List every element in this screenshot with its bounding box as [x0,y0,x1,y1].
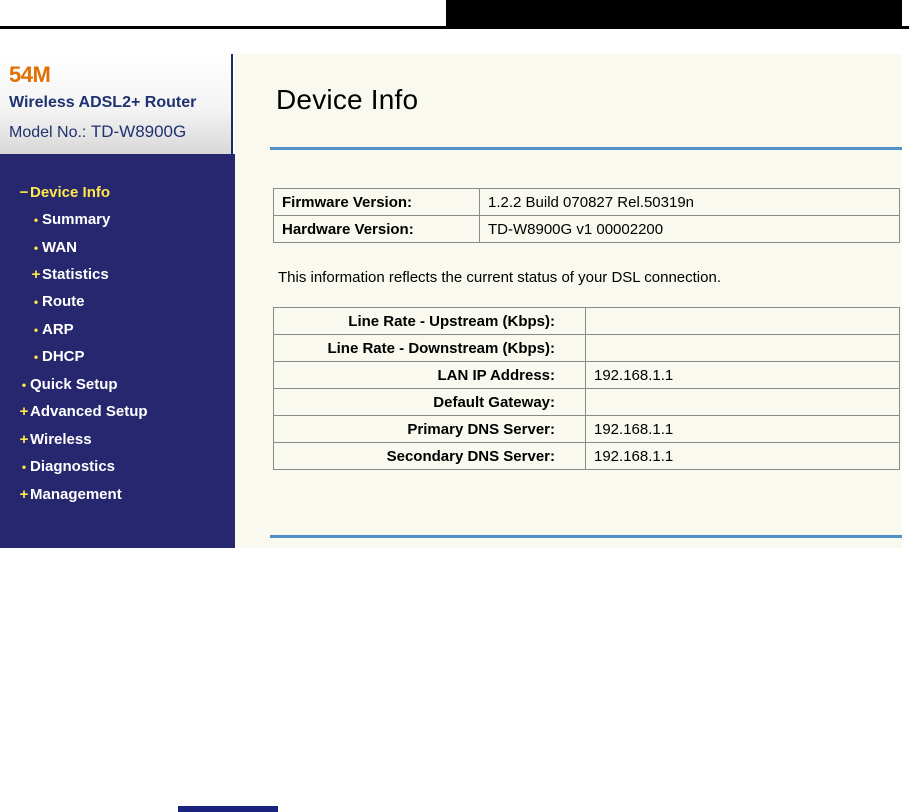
hardware-version-label: Hardware Version: [274,216,480,243]
title-divider [270,147,902,150]
brand-panel [0,54,233,154]
sidebar-item-dhcp[interactable] [30,348,85,365]
table-row [274,216,900,243]
status-message: This information reflects the current status of your DSL connection. [278,269,721,286]
sidebar-item-label: Statistics [42,266,109,283]
sidebar-item-label: Device Info [30,184,111,201]
brand-model [9,122,186,142]
primary-dns-value: 192.168.1.1 [586,416,900,443]
sidebar-item-diagnostics[interactable] [18,458,115,475]
firmware-version-label: Firmware Version: [274,189,480,216]
bottom-divider [270,535,902,538]
expand-icon: + [19,403,29,420]
sidebar-item-label: WAN [42,239,77,256]
expand-icon: + [31,266,41,283]
sidebar-item-wireless[interactable] [18,431,92,448]
bullet-icon: • [33,323,39,337]
bullet-icon: • [33,350,39,364]
table-row [274,308,900,335]
sidebar-item-label: DHCP [42,348,85,365]
sidebar-item-route[interactable] [30,293,85,310]
sidebar-nav [0,154,235,548]
bullet-icon: • [21,378,27,392]
sidebar-item-label: Quick Setup [30,376,118,393]
version-table [273,188,900,243]
primary-dns-label: Primary DNS Server: [274,416,586,443]
table-row [274,335,900,362]
default-gateway-value [586,389,900,416]
page-title: Device Info [276,84,419,115]
sidebar-item-label: Diagnostics [30,458,116,475]
table-row [274,416,900,443]
header-rule [0,26,909,29]
brand-speed: 54M [9,62,51,87]
bullet-icon: • [33,241,39,255]
upstream-rate-label: Line Rate - Upstream (Kbps): [274,308,586,335]
sidebar-item-wan[interactable] [30,239,77,256]
model-label: Model No.: [9,124,87,141]
table-row [274,389,900,416]
lan-ip-value: 192.168.1.1 [586,362,900,389]
secondary-dns-label: Secondary DNS Server: [274,443,586,470]
sidebar-item-label: ARP [42,321,74,338]
page-footer-tab [178,806,278,812]
main-panel [235,54,902,548]
sidebar-item-label: Summary [42,211,111,228]
downstream-rate-label: Line Rate - Downstream (Kbps): [274,335,586,362]
lan-ip-label: LAN IP Address: [274,362,586,389]
model-value: TD-W8900G [90,122,187,141]
expand-icon: + [19,486,29,503]
bullet-icon: • [33,213,39,227]
hardware-version-value: TD-W8900G v1 00002200 [480,216,900,243]
sidebar-item-summary[interactable] [30,211,110,228]
sidebar-item-statistics[interactable] [30,266,109,283]
sidebar-item-advanced-setup[interactable] [18,403,148,420]
expand-icon: + [19,431,29,448]
sidebar-item-device-info[interactable] [18,184,110,201]
dsl-status-table [273,307,900,470]
header-black-bar [446,0,902,26]
brand-product-name: Wireless ADSL2+ Router [9,94,197,111]
secondary-dns-value: 192.168.1.1 [586,443,900,470]
sidebar-item-label: Wireless [30,431,92,448]
firmware-version-value: 1.2.2 Build 070827 Rel.50319n [480,189,900,216]
bullet-icon: • [33,295,39,309]
table-row [274,443,900,470]
table-row [274,189,900,216]
sidebar-item-quick-setup[interactable] [18,376,118,393]
sidebar-item-arp[interactable] [30,321,74,338]
sidebar-item-label: Management [30,486,122,503]
table-row [274,362,900,389]
default-gateway-label: Default Gateway: [274,389,586,416]
downstream-rate-value [586,335,900,362]
bullet-icon: • [21,460,27,474]
sidebar-item-label: Advanced Setup [30,403,148,420]
upstream-rate-value [586,308,900,335]
sidebar-item-label: Route [42,293,85,310]
collapse-icon: − [19,184,29,201]
sidebar-item-management[interactable] [18,486,122,503]
